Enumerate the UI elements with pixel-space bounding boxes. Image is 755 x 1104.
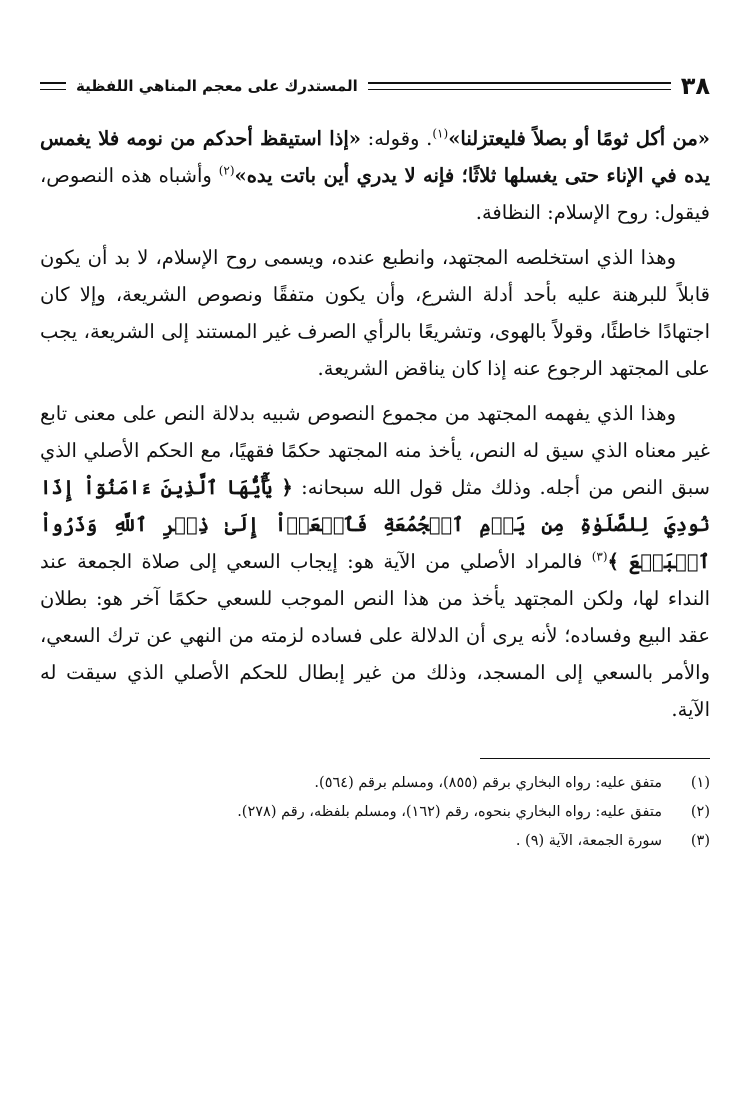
running-header bbox=[40, 70, 710, 102]
hadith-quote-1: «من أكل ثومًا أو بصلاً فليعتزلنا» bbox=[448, 127, 710, 150]
header-rule-short bbox=[40, 82, 66, 90]
connector-text: . وقوله: bbox=[360, 127, 433, 150]
paragraph-3-rest: فالمراد الأصلي من الآية هو: إيجاب السعي إلى صلاة الجمعة عند النداء لها، ولكن المجتهد يأخذ من هذا النص الموجب للسعي حكمًا آخر هو: بطلان عقد البيع وفساده؛ لأنه يرى أن الدلالة على فساده لزمته من النهي عن ترك السعي، والأمر بالسعي إلى المسجد، وذلك من غير إبطال للحكم الأصلي الذي سيقت له الآية. bbox=[40, 550, 710, 721]
footnote-text: متفق عليه: رواه البخاري برقم (٨٥٥)، ومسلم برقم (٥٦٤). bbox=[314, 775, 662, 791]
footnote-ref-2: (٢) bbox=[218, 163, 235, 178]
footnote-ref-3: (٣) bbox=[591, 549, 608, 564]
footnote-3 bbox=[40, 827, 710, 856]
paragraph-1-rest: وأشباه هذه النصوص، فيقول: روح الإسلام: النظافة. bbox=[40, 164, 710, 224]
paragraph-1 bbox=[40, 120, 710, 231]
book-title: المستدرك على معجم المناهي اللفظية bbox=[76, 77, 358, 95]
main-text bbox=[40, 120, 710, 728]
page-number: ٣٨ bbox=[680, 72, 710, 100]
footnote-ref-1: (١) bbox=[432, 126, 449, 141]
paragraph-3 bbox=[40, 395, 710, 728]
footnote-1 bbox=[40, 769, 710, 798]
quran-verse: ﴿ يَٰٓأَيُّهَا ٱلَّذِينَ ءَامَنُوٓاْ إِذَا نُودِيَ لِلصَّلَوٰةِ مِن يَوۡمِ ٱلۡجُمُعَةِ فَٱسۡعَوۡاْ إِلَىٰ ذِكۡرِ ٱللَّهِ وَذَرُواْ ٱلۡبَيۡعَ ﴾ bbox=[40, 476, 710, 573]
footnote-text: سورة الجمعة، الآية (٩) . bbox=[515, 833, 662, 849]
paragraph-2: وهذا الذي استخلصه المجتهد، وانطبع عنده، ويسمى روح الإسلام، لا بد أن يكون قابلاً للبرهنة عليه بأحد أدلة الشرع، وأن يكون متفقًا ونصوص الشريعة، وإلا كان اجتهادًا خاطئًا، وقولاً بالهوى، وتشريعًا بالرأي الصرف غير المستند إلى الشريعة، يجب على المجتهد الرجوع عنه إذا كان يناقض الشريعة. bbox=[40, 246, 710, 380]
page bbox=[40, 70, 710, 856]
footnote-number: (٢) bbox=[690, 804, 710, 820]
footnotes bbox=[40, 769, 710, 856]
header-rule-long bbox=[368, 82, 671, 90]
footnote-separator bbox=[480, 758, 710, 759]
hadith-quote-2: «إذا استيقظ أحدكم من نومه فلا يغمس يده في الإناء حتى يغسلها ثلاثًا؛ فإنه لا يدري أين باتت يده» bbox=[40, 127, 710, 187]
footnote-2 bbox=[40, 798, 710, 827]
footnote-number: (٣) bbox=[690, 833, 710, 849]
footnote-number: (١) bbox=[690, 775, 710, 791]
paragraph-3-intro: وهذا الذي يفهمه المجتهد من مجموع النصوص شبيه بدلالة النص على معنى تابع غير معناه الذي سيق له النص، يأخذ منه المجتهد حكمًا فقهيًا، مع الحكم الأصلي الذي سبق النص من أجله. وذلك مثل قول الله سبحانه: bbox=[40, 402, 710, 499]
footnote-text: متفق عليه: رواه البخاري بنحوه، رقم (١٦٢)، ومسلم بلفظه، رقم (٢٧٨). bbox=[237, 804, 662, 820]
